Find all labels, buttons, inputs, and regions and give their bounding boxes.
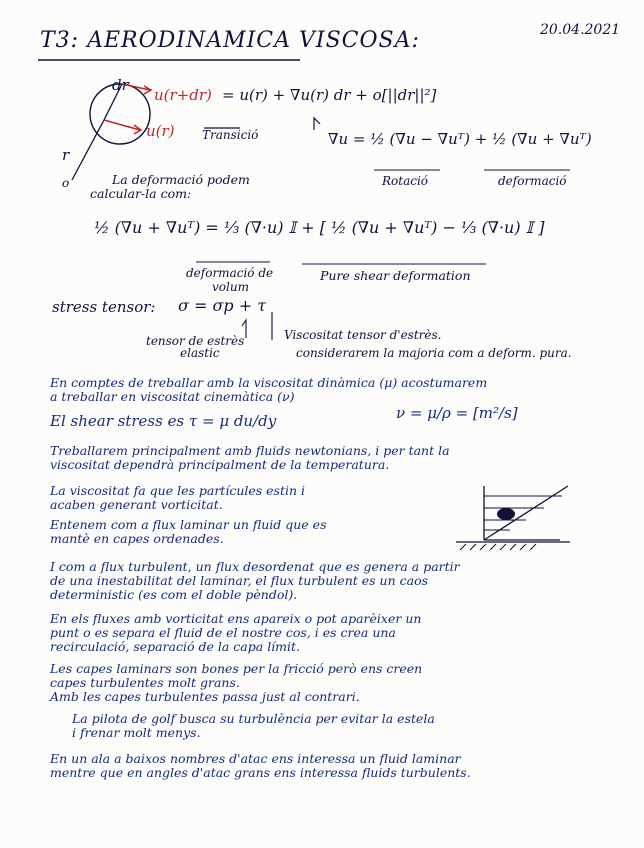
paragraph-line: La pilota de golf busca su turbulència per evitar la estela xyxy=(72,711,435,726)
paragraph-laminar xyxy=(50,518,450,546)
tensor-elastic-2: elastic xyxy=(180,346,220,360)
paragraph-line: mantè en capes ordenades. xyxy=(50,531,224,546)
label-u-r-dr: u(r+dr) xyxy=(154,86,212,104)
intro-line-2: calcular-la com: xyxy=(90,186,192,201)
label-deformation: deformació xyxy=(498,174,567,188)
page-date: 20.04.2021 xyxy=(540,22,621,38)
paragraph-viscosity xyxy=(50,376,610,404)
paragraph-line: acaben generant vorticitat. xyxy=(50,497,223,512)
label-r: r xyxy=(62,146,70,164)
strain-decomposition: ½ (∇u + ∇uᵀ) = ⅓ (∇·u) 𝕀 + [ ½ (∇u + ∇uᵀ) − ⅓ (∇·u) 𝕀 ] xyxy=(94,218,545,237)
paragraph-line: a treballar en viscositat cinemàtica (ν) xyxy=(50,389,295,404)
stress-label: stress tensor: xyxy=(52,298,156,316)
position-vector-r xyxy=(72,120,104,180)
stress-equation: σ = σp + τ xyxy=(178,296,267,315)
paragraph-separation xyxy=(50,612,610,654)
paragraph-line: Amb les capes turbulentes passa just al contrari. xyxy=(50,689,360,704)
paragraph-line: En comptes de treballar amb la viscositat dinàmica (μ) acostumarem xyxy=(50,375,488,390)
taylor-expansion: = u(r) + ∇u(r) dr + o[||dr||²] xyxy=(222,86,437,104)
paragraph-vorticity xyxy=(50,484,450,512)
paragraph-line: Entenem com a flux laminar un fluid que es xyxy=(50,517,327,532)
paragraph-layers xyxy=(50,662,610,704)
paragraph-line: capes turbulentes molt grans. xyxy=(50,675,240,690)
paragraph-line: Treballarem principalment amb fluids newtonians, i per tant la xyxy=(50,443,450,458)
paragraph-line: En un ala a baixos nombres d'atac ens interessa un fluid laminar xyxy=(50,751,461,766)
particle-blob xyxy=(497,508,515,520)
paragraph-line: I com a flux turbulent, un flux desordenat que es genera a partir xyxy=(50,559,460,574)
paragraph-line: recirculació, separació de la capa límit. xyxy=(50,639,301,654)
gradient-split: ∇u = ½ (∇u − ∇uᵀ) + ½ (∇u + ∇uᵀ) xyxy=(328,130,592,148)
tensor-elastic-1: tensor de estrès xyxy=(146,334,245,348)
paragraph-turbulent xyxy=(50,560,610,602)
pure-shear-label: Pure shear deformation xyxy=(320,268,471,283)
paragraph-line: de una inestabilitat del laminar, el flux turbulent es un caos xyxy=(50,573,429,588)
volume-def-2: volum xyxy=(212,280,249,294)
page-title: T3: AERODINAMICA VISCOSA: xyxy=(40,28,420,53)
volume-def-1: deformació de xyxy=(186,266,274,280)
label-dr: dr xyxy=(112,76,129,94)
paragraph-line: punt o es separa el fluid de el nostre cos, i es crea una xyxy=(50,625,396,640)
paragraph-wing xyxy=(50,752,610,780)
paragraph-line: mentre que en angles d'atac grans ens interessa fluids turbulents. xyxy=(50,765,471,780)
consider-note: considerarem la majoria com a deform. pura. xyxy=(296,346,572,360)
kinematic-viscosity-eq: ν = μ/ρ = [m²/s] xyxy=(396,404,518,422)
viscosity-tensor-note: Viscositat tensor d'estrès. xyxy=(284,328,442,342)
label-transition: Transició xyxy=(202,128,259,142)
label-u-r: u(r) xyxy=(146,122,175,140)
shear-stress-line: El shear stress es τ = μ du/dy xyxy=(50,412,277,430)
label-origin: o xyxy=(62,176,70,190)
paragraph-line: La viscositat fa que les partícules estin i xyxy=(50,483,306,498)
paragraph-line: i frenar molt menys. xyxy=(72,725,201,740)
paragraph-newtonian xyxy=(50,444,610,472)
paragraph-line: En els fluxes amb vorticitat ens apareix o pot aparèixer un xyxy=(50,611,422,626)
paragraph-golf xyxy=(72,712,612,740)
intro-line-1: La deformació podem xyxy=(112,172,250,187)
paragraph-line: deterministic (es com el doble pèndol). xyxy=(50,587,298,602)
label-rotation: Rotació xyxy=(382,174,429,188)
paragraph-line: Les capes laminars son bones per la fricció però ens creen xyxy=(50,661,423,676)
paragraph-line: viscositat dependrà principalment de la temperatura. xyxy=(50,457,390,472)
